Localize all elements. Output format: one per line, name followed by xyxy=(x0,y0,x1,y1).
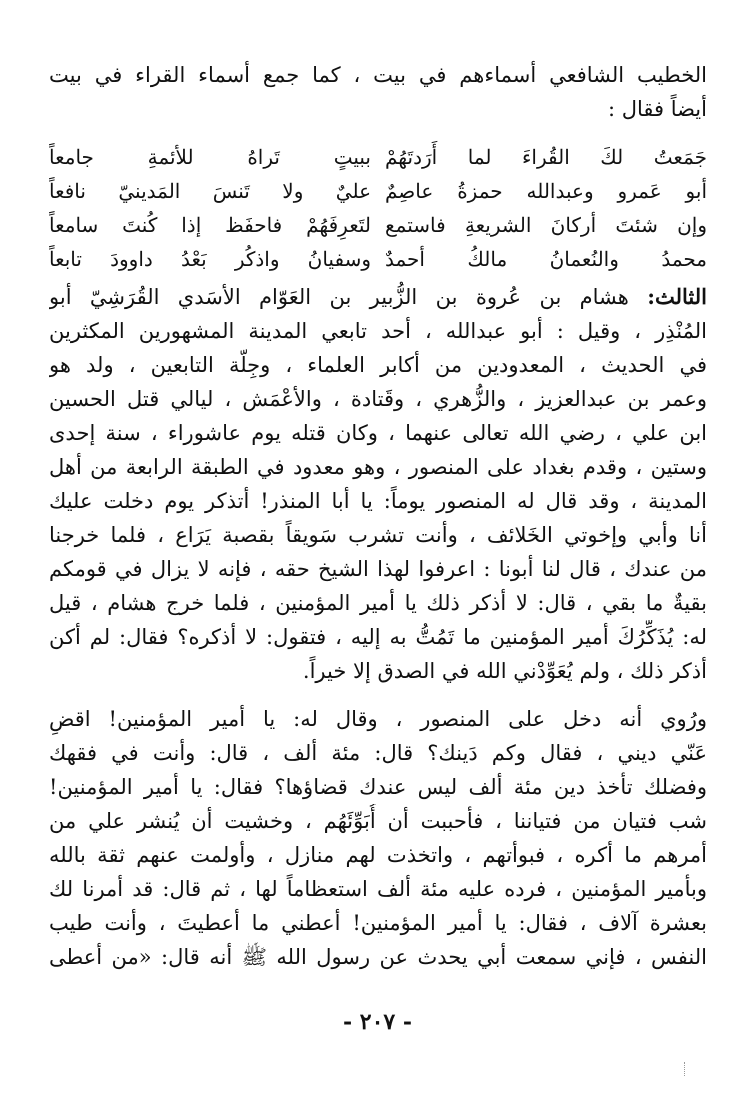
biography-line-1 xyxy=(49,280,707,314)
biography-line-9: من عندك ، قال لنا أبونا : اعرفوا لهذا الشيخ حقه ، فإنه لا يزال في قومكم xyxy=(49,557,707,581)
anecdote-line-8: النفس ، فإني سمعت أبي يحدث عن رسول الله ﷺ أنه قال: «من أعطى xyxy=(49,945,707,969)
verse-2-second-hemistich: عليٌ ولا تَنسَ المَدينيّ نافعاً xyxy=(49,179,371,203)
anecdote-line-1: ورُوي أنه دخل على المنصور ، وقال له: يا أمير المؤمنين! اقضِ xyxy=(49,707,707,731)
anecdote-line-6: وبأمير المؤمنين ، فرده عليه مئة ألف استعظاماً لها ، ثم قال: قد أمرنا لك xyxy=(49,877,707,901)
intro-line-2: أيضاً فقال : xyxy=(607,97,707,121)
biography-line-1-text: هشام بن عُروة بن الزُّبير بن العَوّام الأسَدي القُرَشِيّ أبو xyxy=(49,285,648,309)
poem-verse-2 xyxy=(49,174,707,208)
biography-line-2: المُنْذِر ، وقيل : أبو عبدالله ، أحد تابعي المدينة المشهورين المكثرين xyxy=(49,319,707,343)
biography-label: الثالث: xyxy=(647,284,707,309)
verse-4-second-hemistich: وسفيانُ واذكُر بَعْدُ داوودَ تابعاً xyxy=(49,247,371,271)
verse-1-first-hemistich: جَمَعتُ لكَ القُراءَ لما أَرَدتَهُمْ xyxy=(385,145,707,169)
biography-line-11: له: يُذَكِّرُكَ أمير المؤمنين ما تَمُتُّ به إليه ، فتقول: لا أذكره؟ فقال: لم أكن xyxy=(49,625,707,649)
anecdote-line-3: وفضلك تأخذ دين مئة ألف ليس عندك قضاؤها؟ فقال: يا أمير المؤمنين! xyxy=(49,775,707,799)
verse-3-second-hemistich: لتَعرِفَهُمْ فاحفَظ إذا كُنتَ سامعاً xyxy=(49,213,371,237)
verse-2-first-hemistich: أبو عَمرو وعبدالله حمزةُ عاصِمٌ xyxy=(385,179,707,203)
anecdote-line-7: بعشرة آلاف ، فقال: يا أمير المؤمنين! أعطني ما أعطيتَ ، وأنت طيب xyxy=(49,911,707,935)
biography-line-12: أذكر ذلك ، ولم يُعَوِّدْني الله في الصدق إلا خيراً. xyxy=(302,659,707,683)
biography-line-6: وستين ، وقدم بغداد على المنصور ، وهو معدود في الطبقة الرابعة من أهل xyxy=(49,455,707,479)
biography-line-3: في الحديث ، المعدودين من أكابر العلماء ، وجِلّة التابعين ، ولد هو xyxy=(49,353,707,377)
anecdote-line-5: أمرهم ما أكره ، فبوأتهم ، واتخذت لهم منازل ، وأولمت عنهم ثقة بالله xyxy=(49,843,707,867)
biography-line-7: المدينة ، وقد قال له المنصور يوماً: يا أبا المنذر! أتذكر يوم دخلت عليك xyxy=(49,489,707,513)
biography-line-10: بقيةٌ ما بقي ، قال: لا أذكر ذلك يا أمير المؤمنين ، فلما خرج هشام ، قيل xyxy=(49,591,707,615)
margin-dotted-mark xyxy=(684,1062,687,1076)
intro-line-1: الخطيب الشافعي أسماءهم في بيت ، كما جمع أسماء القراء في بيت xyxy=(49,63,707,87)
page-number: - ٢٠٧ - xyxy=(342,1009,413,1035)
verse-3-first-hemistich: وإن شئتَ أركانَ الشريعةِ فاستمع xyxy=(385,213,707,237)
poem-verse-4 xyxy=(49,242,707,276)
anecdote-line-4: شب فتيان من فتياننا ، فأحببت أن أُبَوِّئَهُم ، وخشيت أن يُنشر علي من xyxy=(49,809,707,833)
verse-4-first-hemistich: محمدُ والنُعمانُ مالكُ أحمدٌ xyxy=(385,247,707,271)
biography-line-4: وعمر بن عبدالعزيز ، والزُّهري ، وقَتادة ، والأعْمَش ، ليالي قتل الحسين xyxy=(49,387,707,411)
biography-line-8: أنا وأبي وإخوتي الخَلائف ، وأنت تشرب سَويقاً بقصبة يَرَاع ، فلما خرجنا xyxy=(49,523,707,547)
verse-1-second-hemistich: ببيتٍ تَراهُ للأئمةِ جامعاً xyxy=(49,145,371,169)
poem-verse-1 xyxy=(49,140,707,174)
anecdote-line-2: عَنّي ديني ، فقال وكم دَينك؟ قال: مئة ألف ، قال: وأنت في فقهك xyxy=(49,741,707,765)
biography-line-5: ابن علي ، رضي الله تعالى عنهما ، وكان قتله يوم عاشوراء ، سنة إحدى xyxy=(49,421,707,445)
poem-verse-3 xyxy=(49,208,707,242)
